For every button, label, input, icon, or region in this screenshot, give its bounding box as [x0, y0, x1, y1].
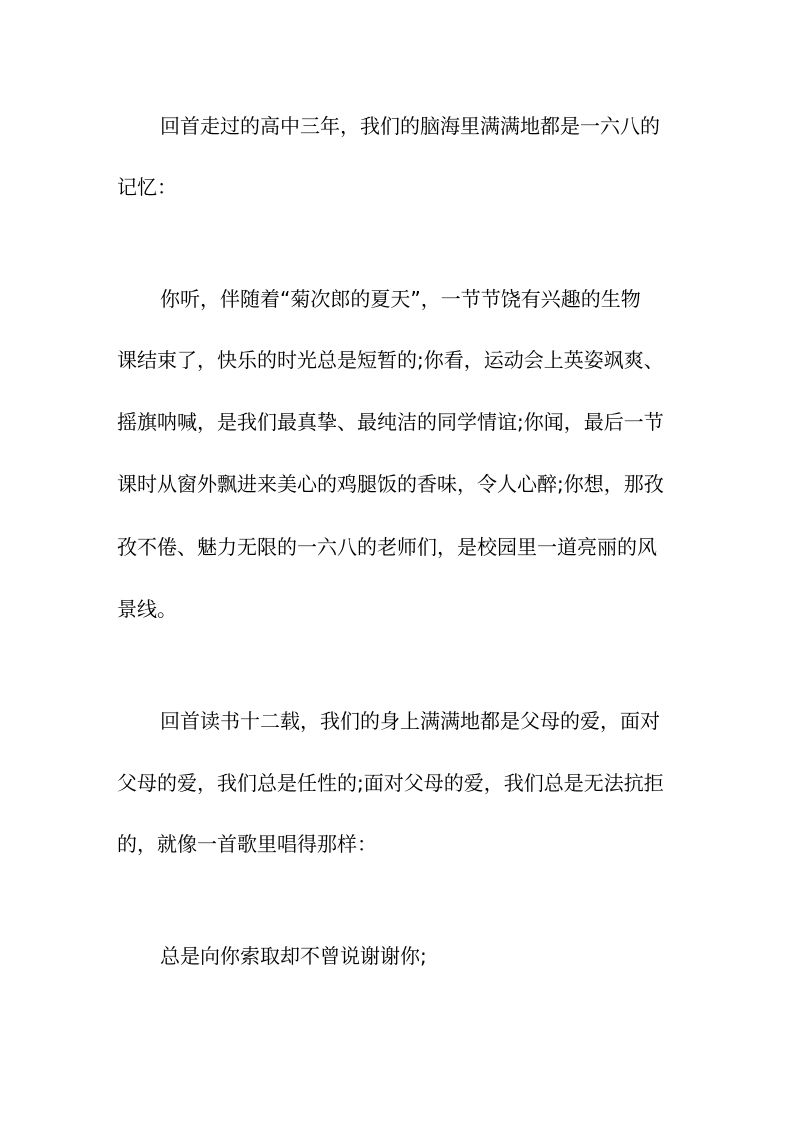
paragraph-line: 总是向你索取却不曾说谢谢你;: [160, 944, 427, 968]
paragraph-line: 景线。: [117, 597, 177, 621]
paragraph-line: 回首读书十二载，我们的身上满满地都是父母的爱，面对: [160, 709, 660, 733]
paragraph-line: 的，就像一首歌里唱得那样：: [117, 832, 377, 856]
paragraph-line: 回首走过的高中三年，我们的脑海里满满地都是一六八的: [160, 114, 660, 138]
paragraph-line: 摇旗呐喊，是我们最真挚、最纯洁的同学情谊;你闻，最后一节: [117, 410, 664, 434]
paragraph-line: 课时从窗外飘进来美心的鸡腿饭的香味，令人心醉;你想，那孜: [117, 472, 664, 496]
paragraph-line: 你听，伴随着“菊次郎的夏天”，一节节饶有兴趣的生物: [160, 287, 641, 311]
paragraph-line: 父母的爱，我们总是任性的;面对父母的爱，我们总是无法抗拒: [117, 771, 664, 795]
paragraph-line: 孜不倦、魅力无限的一六八的老师们，是校园里一道亮丽的风: [117, 535, 657, 559]
paragraph-line: 记忆：: [117, 175, 177, 199]
paragraph-line: 课结束了，快乐的时光总是短暂的;你看，运动会上英姿飒爽、: [117, 348, 664, 372]
